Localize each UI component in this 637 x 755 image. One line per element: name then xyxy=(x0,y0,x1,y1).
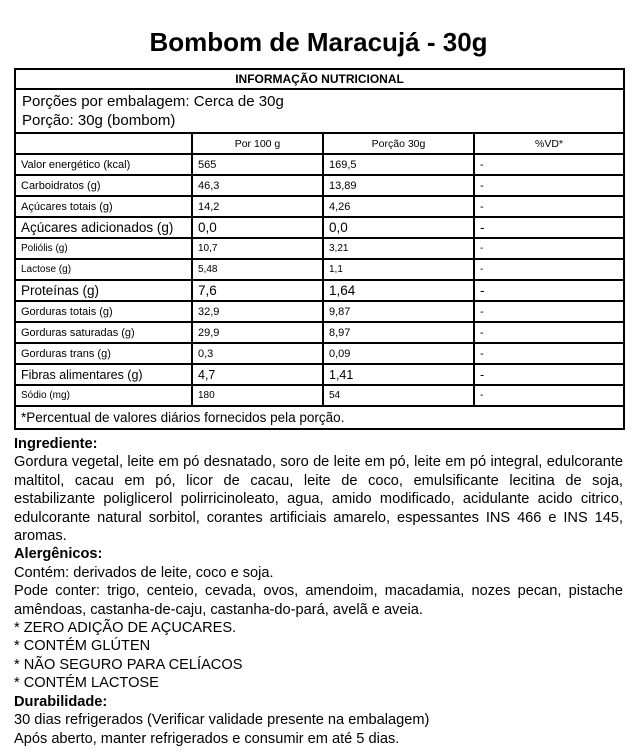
table-row-total-sugars xyxy=(15,196,624,217)
allergens-contains: Contém: derivados de leite, coco e soja. xyxy=(14,564,274,581)
table-row-lactose xyxy=(15,259,624,280)
table-row-protein xyxy=(15,280,624,301)
page-title: Bombom de Maracujá - 30g xyxy=(149,27,488,57)
servings-row xyxy=(15,89,624,133)
value-per-100g: 29,9 xyxy=(192,322,323,343)
ingredients-text: Gordura vegetal, leite em pó desnatado, soro de leite em pó, leite em pó integral, edulcorante maltitol, cacau em pó, licor de cacau, leite de coco, emulsificante lecitina de soja, estabilizante poliglicerol polirricinoleato, agua, amido modificado, acidulante acido citrico, edulcorante natural sorbitol, corantes artificiais amarelo, espessantes INS 466 e INS 145, aromas. xyxy=(14,454,623,545)
table-row-energy xyxy=(15,154,624,175)
value-per-portion: 4,26 xyxy=(323,196,474,217)
durability-heading: Durabilidade: xyxy=(14,693,108,710)
allergens-heading: Alergênicos: xyxy=(14,546,103,563)
value-per-100g: 46,3 xyxy=(192,175,323,196)
value-vd: - xyxy=(474,175,624,196)
value-per-portion: 1,41 xyxy=(323,364,474,385)
value-vd: - xyxy=(474,301,624,322)
table-row-sodium xyxy=(15,385,624,406)
value-per-portion: 9,87 xyxy=(323,301,474,322)
value-per-100g: 10,7 xyxy=(192,238,323,259)
value-per-portion: 0,0 xyxy=(323,217,474,238)
nutrient-label: Proteínas (g) xyxy=(15,280,192,301)
value-per-100g: 180 xyxy=(192,385,323,406)
nutrient-label: Lactose (g) xyxy=(15,259,192,280)
table-row-saturated-fat xyxy=(15,322,624,343)
note-contains-gluten: * CONTÉM GLÚTEN xyxy=(14,638,151,655)
column-header-per-portion: Porção 30g xyxy=(323,133,474,154)
durability-after-open: Após aberto, manter refrigerados e consumir em até 5 dias. xyxy=(14,730,400,747)
value-vd: - xyxy=(474,154,624,175)
value-vd: - xyxy=(474,364,624,385)
column-header-blank xyxy=(15,133,192,154)
value-vd: - xyxy=(474,385,624,406)
allergens-may-contain: Pode conter: trigo, centeio, cevada, ovos, amendoim, macadamia, nozes pecan, pistache amêndoas, castanha-de-caju, castanha-do-pará, avelã e aveia. xyxy=(14,583,623,618)
table-row-added-sugars xyxy=(15,217,624,238)
value-per-portion: 8,97 xyxy=(323,322,474,343)
nutrient-label: Sódio (mg) xyxy=(15,385,192,406)
nutrient-label: Açúcares adicionados (g) xyxy=(15,217,192,238)
table-row-trans-fat xyxy=(15,343,624,364)
value-per-portion: 3,21 xyxy=(323,238,474,259)
column-header-row xyxy=(15,133,624,154)
daily-values-footnote: *Percentual de valores diários fornecidos pela porção. xyxy=(15,406,624,429)
durability-shelf-life: 30 dias refrigerados (Verificar validade presente na embalagem) xyxy=(14,712,430,729)
nutrient-label: Poliólis (g) xyxy=(15,238,192,259)
value-vd: - xyxy=(474,217,624,238)
nutrient-label: Gorduras totais (g) xyxy=(15,301,192,322)
value-per-portion: 1,64 xyxy=(323,280,474,301)
value-per-100g: 5,48 xyxy=(192,259,323,280)
value-per-portion: 13,89 xyxy=(323,175,474,196)
nutrition-facts-table xyxy=(14,68,625,430)
value-per-portion: 1,1 xyxy=(323,259,474,280)
value-per-portion: 0,09 xyxy=(323,343,474,364)
column-header-vd: %VD* xyxy=(474,133,624,154)
info-sections xyxy=(14,435,623,748)
nutrient-label: Açúcares totais (g) xyxy=(15,196,192,217)
table-title-row xyxy=(15,69,624,89)
value-per-100g: 14,2 xyxy=(192,196,323,217)
value-per-100g: 0,0 xyxy=(192,217,323,238)
footnote-row xyxy=(15,406,624,429)
servings-per-package: Porções por embalagem: Cerca de 30g xyxy=(22,93,284,110)
value-vd: - xyxy=(474,259,624,280)
value-vd: - xyxy=(474,196,624,217)
note-zero-sugar: * ZERO ADIÇÃO DE AÇUCARES. xyxy=(14,620,237,637)
value-per-portion: 54 xyxy=(323,385,474,406)
table-row-total-fat xyxy=(15,301,624,322)
nutrient-label: Gorduras saturadas (g) xyxy=(15,322,192,343)
value-per-portion: 169,5 xyxy=(323,154,474,175)
value-vd: - xyxy=(474,280,624,301)
note-not-celiac-safe: * NÃO SEGURO PARA CELÍACOS xyxy=(14,656,243,673)
value-vd: - xyxy=(474,238,624,259)
table-row-carbs xyxy=(15,175,624,196)
value-per-100g: 0,3 xyxy=(192,343,323,364)
nutrient-label: Valor energético (kcal) xyxy=(15,154,192,175)
serving-size: Porção: 30g (bombom) xyxy=(22,112,176,129)
servings-cell xyxy=(15,89,624,133)
table-row-fiber xyxy=(15,364,624,385)
nutrient-label: Gorduras trans (g) xyxy=(15,343,192,364)
value-per-100g: 565 xyxy=(192,154,323,175)
column-header-per-100g: Por 100 g xyxy=(192,133,323,154)
value-per-100g: 7,6 xyxy=(192,280,323,301)
nutrient-label: Fibras alimentares (g) xyxy=(15,364,192,385)
ingredients-heading: Ingrediente: xyxy=(14,436,98,452)
value-vd: - xyxy=(474,322,624,343)
value-per-100g: 32,9 xyxy=(192,301,323,322)
table-row-polyols xyxy=(15,238,624,259)
note-contains-lactose: * CONTÉM LACTOSE xyxy=(14,675,159,692)
value-per-100g: 4,7 xyxy=(192,364,323,385)
value-vd: - xyxy=(474,343,624,364)
nutrient-label: Carboidratos (g) xyxy=(15,175,192,196)
table-title: INFORMAÇÃO NUTRICIONAL xyxy=(15,69,624,89)
